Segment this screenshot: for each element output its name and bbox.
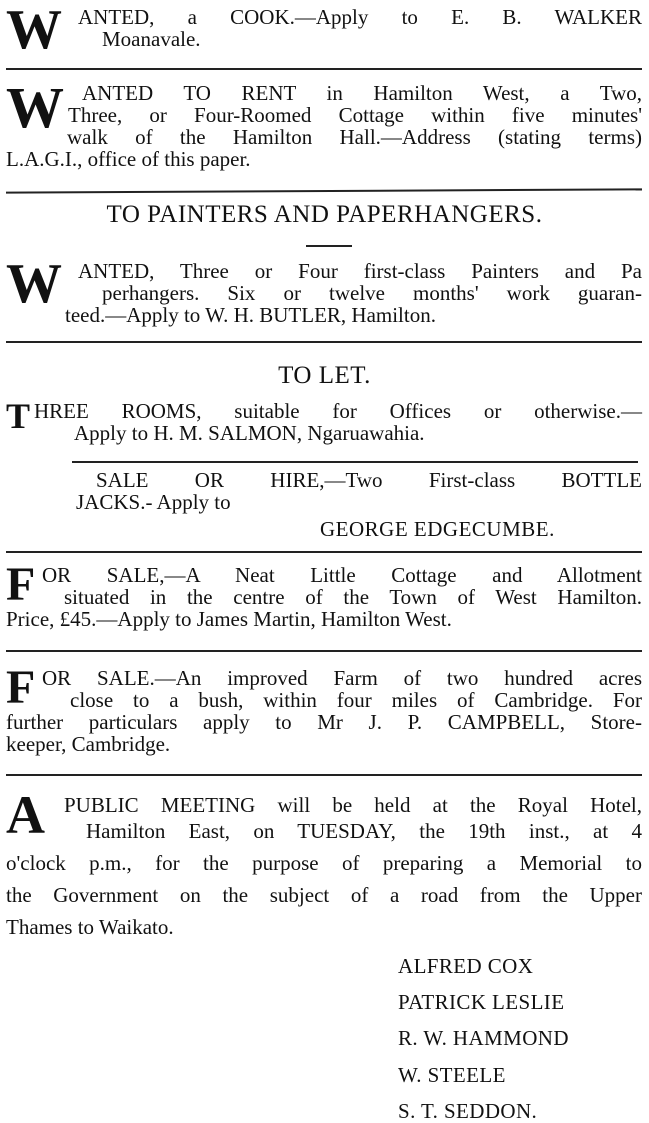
ad-for-sale-cottage: [6, 558, 642, 631]
ad-line: SALE OR HIRE,—Two First-class BOTTLE: [96, 468, 642, 492]
ad-line: Apply to H. M. SALMON, Ngaruawahia.: [74, 421, 425, 445]
signatory: R. W. HAMMOND: [398, 1026, 569, 1050]
ad-line: PUBLIC MEETING will be held at the Royal Hotel,: [64, 793, 642, 817]
ad-line: the Government on the subject of a road from the Upper: [6, 883, 642, 907]
ad-line: Thames to Waikato.: [6, 915, 174, 939]
ad-line: o'clock p.m., for the purpose of preparing a Memorial to: [6, 851, 642, 875]
ad-line: perhangers. Six or twelve months' work guaran-: [102, 281, 642, 305]
ad-line: Hamilton East, on TUESDAY, the 19th inst., at 4: [86, 819, 642, 843]
ad-line: Three, or Four-Roomed Cottage within five minutes': [68, 103, 642, 127]
drop-cap: F: [6, 558, 36, 611]
ad-line: keeper, Cambridge.: [6, 732, 171, 756]
section-heading: TO LET.: [278, 362, 371, 389]
ad-three-rooms: [6, 396, 642, 445]
ad-line: OR SALE,—A Neat Little Cottage and Allotment: [42, 563, 642, 587]
signatory: W. STEELE: [398, 1063, 506, 1087]
ad-for-sale-farm: [6, 661, 642, 756]
drop-cap: A: [6, 785, 45, 845]
ad-line: L.A.G.I., office of this paper.: [6, 147, 251, 171]
ad-wanted-to-rent: [6, 75, 642, 171]
ad-line: close to a bush, within four miles of Cambridge. For: [70, 688, 642, 712]
ad-line: GEORGE EDGECUMBE.: [320, 517, 555, 541]
ad-line: ANTED TO RENT in Hamilton West, a Two,: [82, 81, 642, 105]
ad-wanted-cook: [6, 0, 642, 61]
drop-cap: W: [6, 75, 64, 140]
signatory: PATRICK LESLIE: [398, 990, 565, 1014]
signatory: S. T. SEDDON.: [398, 1099, 538, 1123]
drop-cap: T: [6, 396, 31, 436]
ad-line: situated in the centre of the Town of West Hamilton.: [64, 585, 642, 609]
short-rule: [306, 245, 352, 247]
ad-line: ANTED, Three or Four first-class Painters and Pa: [78, 259, 642, 283]
ad-line: ANTED, a COOK.—Apply to E. B. WALKER: [78, 5, 642, 29]
drop-cap: F: [6, 661, 36, 714]
ad-line: Moanavale.: [102, 27, 201, 51]
ad-line: JACKS.- Apply to: [76, 490, 231, 514]
ad-line: teed.—Apply to W. H. BUTLER, Hamilton.: [65, 303, 436, 327]
divider: [6, 68, 642, 70]
divider: [6, 551, 642, 553]
signatory: ALFRED COX: [398, 954, 534, 978]
divider: [6, 341, 642, 343]
ad-sale-or-hire: [6, 469, 642, 540]
ad-wanted-painters: [6, 253, 642, 327]
ad-line: Price, £45.—Apply to James Martin, Hamilton West.: [6, 607, 452, 631]
divider: [72, 461, 638, 463]
ad-line: further particulars apply to Mr J. P. CAMPBELL, Store-: [6, 710, 642, 734]
ad-public-meeting: [6, 785, 642, 940]
divider: [6, 188, 642, 193]
divider: [6, 774, 642, 776]
drop-cap: W: [6, 253, 62, 315]
ad-line: walk of the Hamilton Hall.—Address (stating terms): [67, 125, 642, 149]
ad-line: HREE ROOMS, suitable for Offices or otherwise.—: [34, 399, 642, 423]
ad-line: OR SALE.—An improved Farm of two hundred acres: [42, 666, 642, 690]
divider: [6, 650, 642, 652]
drop-cap: W: [6, 0, 62, 61]
section-heading: TO PAINTERS AND PAPERHANGERS.: [106, 201, 543, 228]
